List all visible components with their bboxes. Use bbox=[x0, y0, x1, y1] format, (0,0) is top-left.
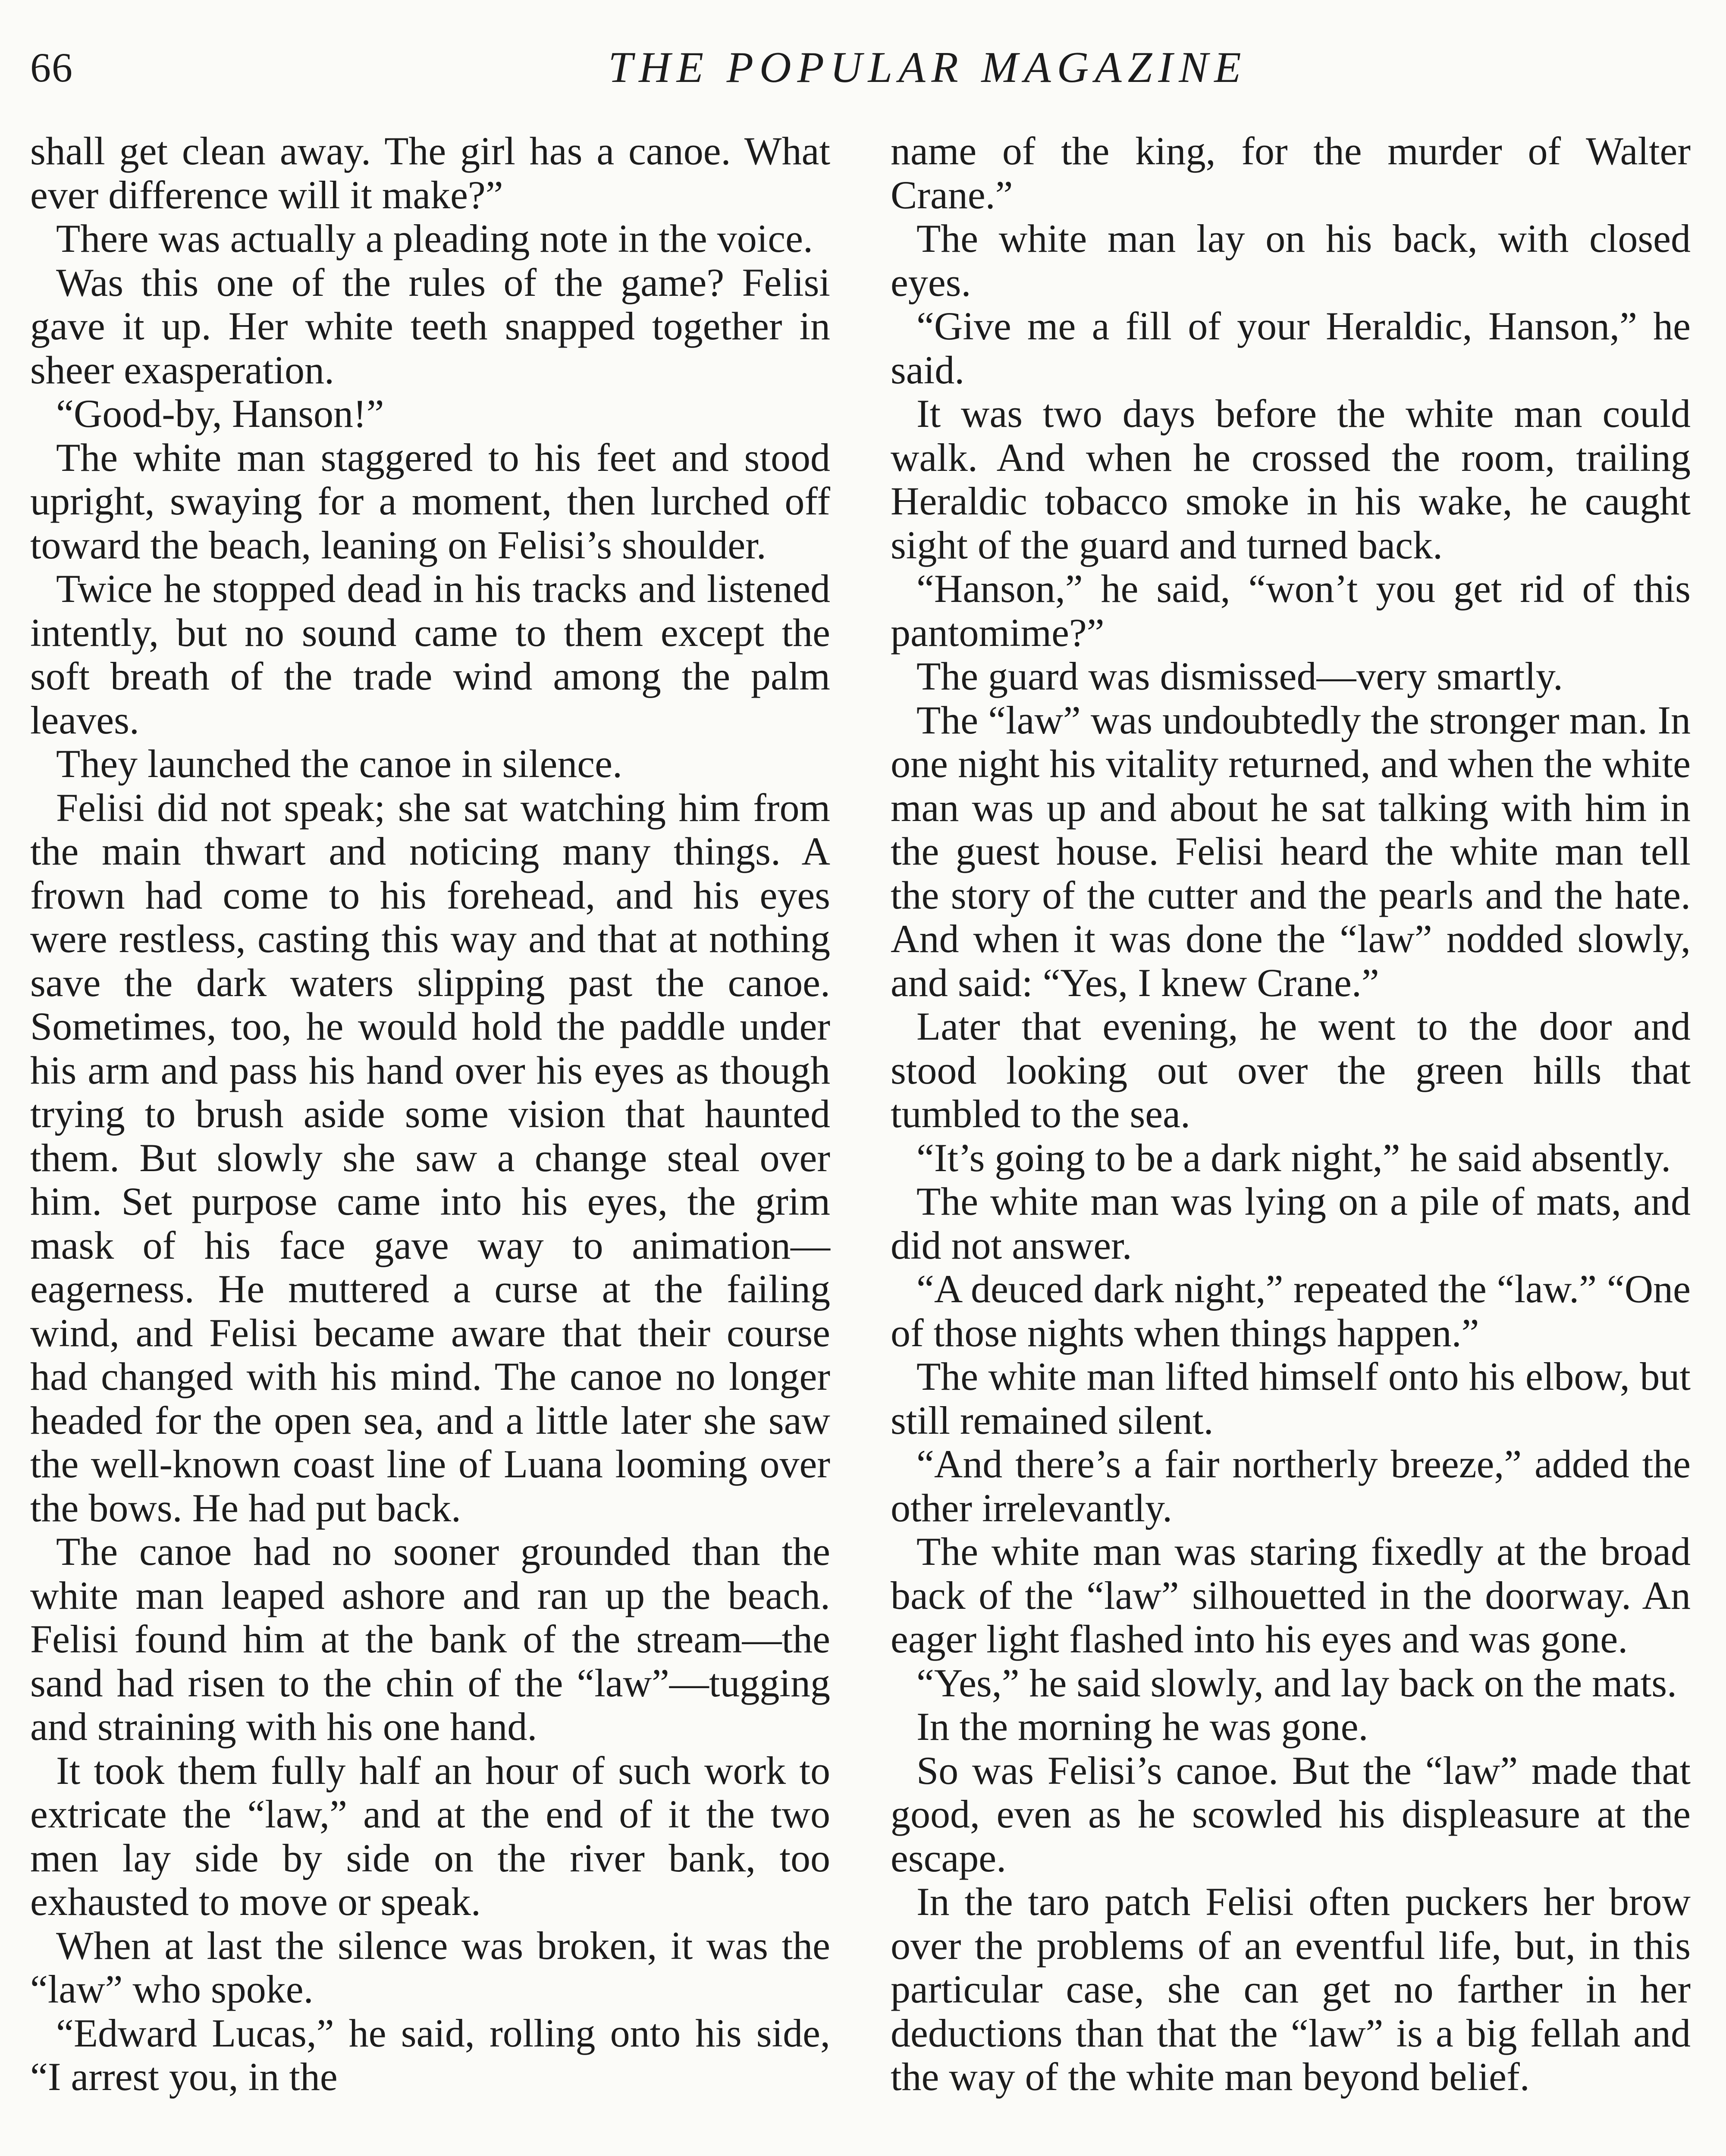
paragraph: “Hanson,” he said, “won’t you get rid of this pantomime?” bbox=[891, 567, 1691, 655]
paragraph: The white man was staring fixedly at the broad back of the “law” silhouetted in the doorway. An eager light flashed into his eyes and was gone. bbox=[891, 1529, 1691, 1661]
paragraph: When at last the silence was broken, it was the “law” who spoke. bbox=[30, 1923, 830, 2011]
paragraph: In the taro patch Felisi often puckers her brow over the problems of an eventful life, but, in this particular case, she can get no farther in her deductions than that the “law” is a big fellah and the way of the white man beyond belief. bbox=[891, 1880, 1691, 2099]
paragraph: “Give me a fill of your Heraldic, Hanson,” he said. bbox=[891, 304, 1691, 392]
paragraph: The white man lay on his back, with closed eyes. bbox=[891, 216, 1691, 304]
paragraph: It was two days before the white man could walk. And when he crossed the room, trailing Heraldic tobacco smoke in his wake, he caught sight of the guard and turned back. bbox=[891, 392, 1691, 567]
paragraph: “And there’s a fair northerly breeze,” added the other irrelevantly. bbox=[891, 1442, 1691, 1530]
paragraph: They launched the canoe in silence. bbox=[56, 742, 622, 786]
paragraph: “It’s going to be a dark night,” he said absently. bbox=[916, 1135, 1671, 1180]
paragraph: Was this one of the rules of the game? Felisi gave it up. Her white teeth snapped together in sheer exasperation. bbox=[30, 260, 830, 392]
right-column bbox=[891, 129, 1691, 2156]
paragraph: In the morning he was gone. bbox=[916, 1705, 1368, 1749]
paragraph: The white man lifted himself onto his elbow, but still remained silent. bbox=[891, 1354, 1691, 1442]
paragraph: The white man was lying on a pile of mats, and did not answer. bbox=[891, 1179, 1691, 1267]
paragraph: Later that evening, he went to the door and stood looking out over the green hills that tumbled to the sea. bbox=[891, 1004, 1691, 1136]
paragraph: The canoe had no sooner grounded than the white man leaped ashore and ran up the beach. Felisi found him at the bank of the stream—the sand had risen to the chin of the “law”—tugging and straining with his one hand. bbox=[30, 1529, 830, 1749]
paragraph: The “law” was undoubtedly the stronger man. In one night his vitality returned, and when the white man was up and about he sat talking with him in the guest house. Felisi heard the white man tell the story of the cutter and the pearls and the hate. And when it was done the “law” nodded slowly, and said: “Yes, I knew Crane.” bbox=[891, 698, 1691, 1005]
paragraph: So was Felisi’s canoe. But the “law” made that good, even as he scowled his displeasure at the escape. bbox=[891, 1748, 1691, 1880]
paragraph: shall get clean away. The girl has a canoe. What ever difference will it make?” bbox=[30, 129, 830, 217]
page-number: 66 bbox=[30, 44, 73, 91]
paragraph: The guard was dismissed—very smartly. bbox=[916, 654, 1563, 698]
paragraph: “A deuced dark night,” repeated the “law.” “One of those nights when things happen.” bbox=[891, 1267, 1691, 1355]
paragraph: Twice he stopped dead in his tracks and listened intently, but no sound came to them except the soft breath of the trade wind among the palm leaves. bbox=[30, 567, 830, 742]
paragraph: It took them fully half an hour of such work to extricate the “law,” and at the end of it the two men lay side by side on the river bank, too exhausted to move or speak. bbox=[30, 1748, 830, 1924]
paragraph: There was actually a pleading note in the voice. bbox=[56, 216, 813, 260]
paragraph: Felisi did not speak; she sat watching him from the main thwart and noticing many things. A frown had come to his forehead, and his eyes were restless, casting this way and that at nothing save the dark waters slipping past the canoe. Sometimes, too, he would hold the paddle under his arm and pass his hand over his eyes as though trying to brush aside some vision that haunted them. But slowly she saw a change steal over him. Set purpose came into his eyes, the grim mask of his face gave way to animation—eagerness. He muttered a curse at the failing wind, and Felisi became aware that their course had changed with his mind. The canoe no longer headed for the open sea, and a little later she saw the well-known coast line of Luana looming over the bows. He had put back. bbox=[30, 785, 830, 1530]
running-title: THE POPULAR MAGAZINE bbox=[608, 43, 1247, 92]
paragraph: “Yes,” he said slowly, and lay back on the mats. bbox=[916, 1661, 1677, 1705]
paragraph: name of the king, for the murder of Walter Crane.” bbox=[891, 129, 1691, 217]
paragraph: “Edward Lucas,” he said, rolling onto his side, “I arrest you, in the bbox=[30, 2011, 830, 2099]
paragraph: The white man staggered to his feet and stood upright, swaying for a moment, then lurched off toward the beach, leaning on Felisi’s shoulder. bbox=[30, 435, 830, 567]
paragraph: “Good-by, Hanson!” bbox=[56, 392, 384, 436]
left-column bbox=[30, 129, 830, 2156]
page-header bbox=[30, 40, 1696, 104]
